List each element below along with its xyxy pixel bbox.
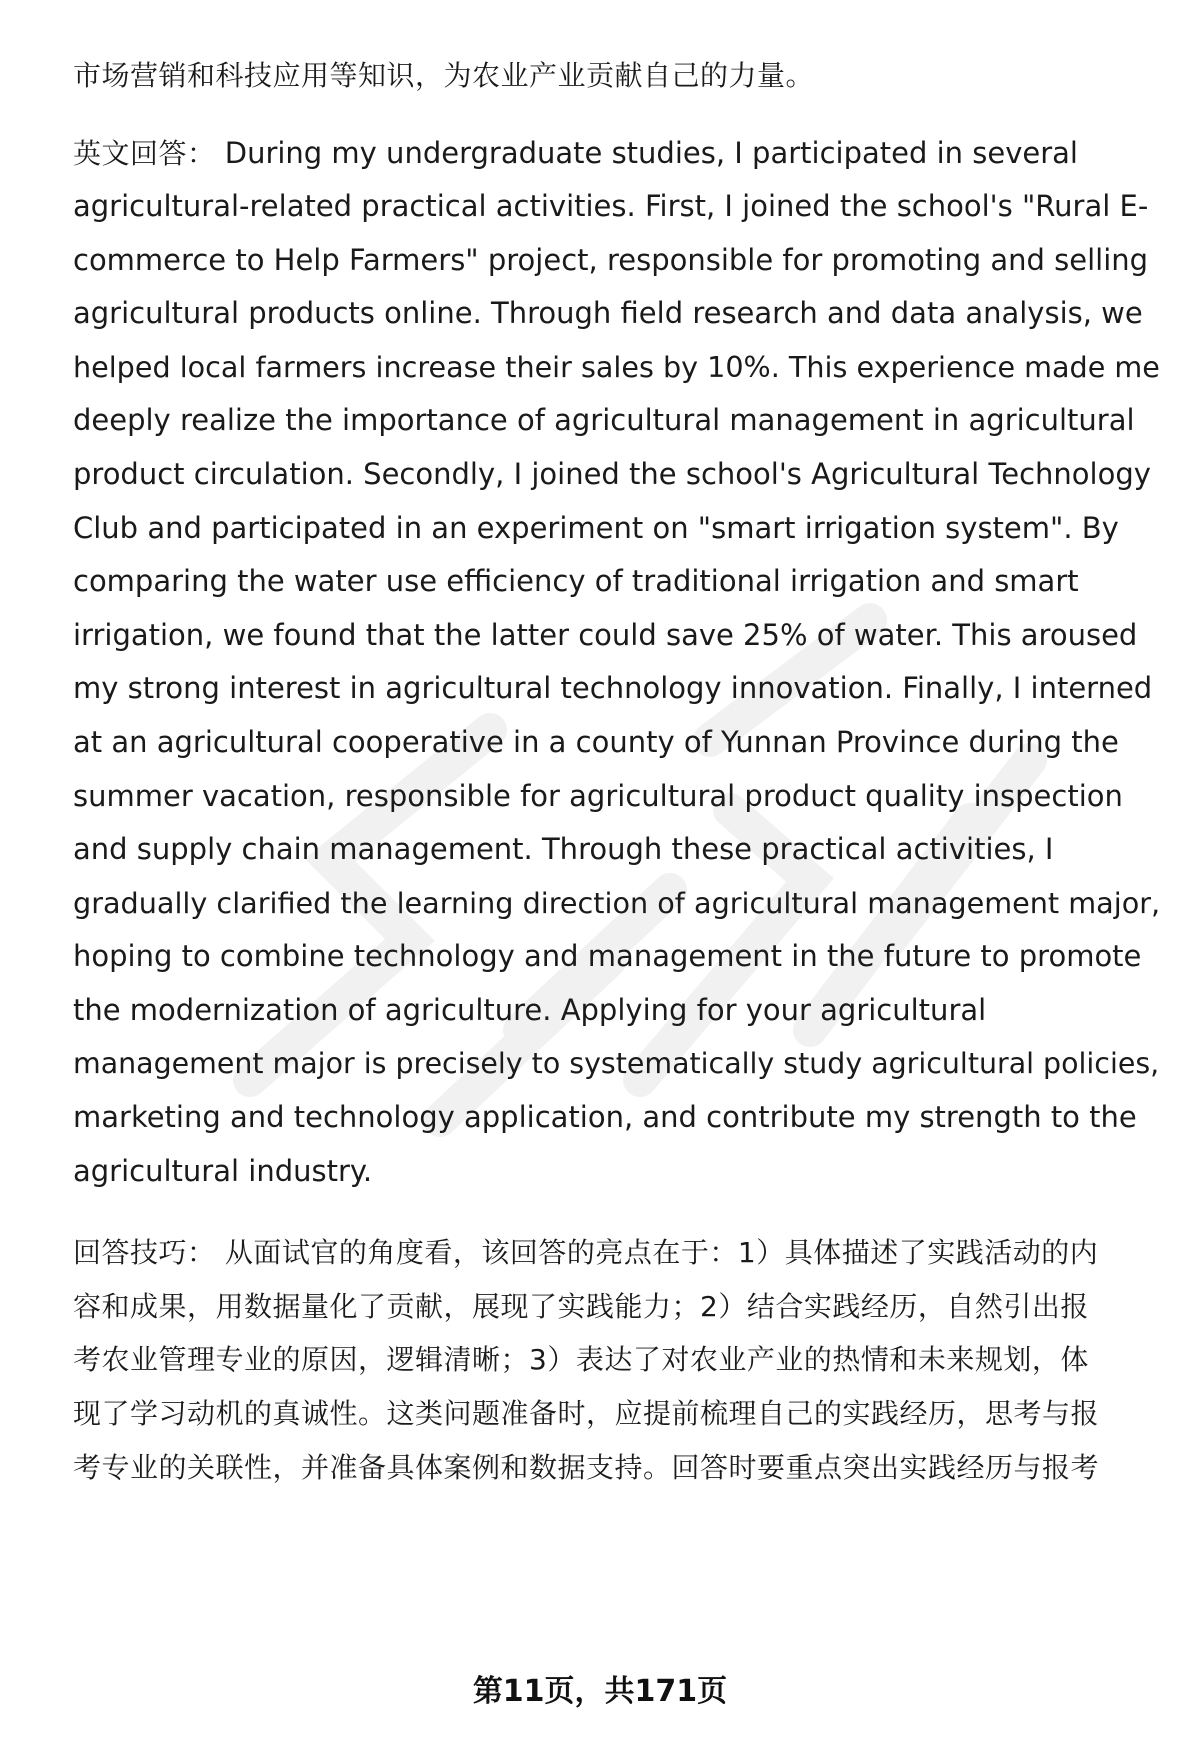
english-answer-line: helped local farmers increase their sales by 10%. This experience made me <box>73 350 1160 384</box>
english-answer-line: the modernization of agriculture. Applying for your agricultural <box>73 993 987 1027</box>
english-answer-line: agricultural products online. Through field research and data analysis, we <box>73 296 1143 330</box>
english-answer-line: commerce to Help Farmers" project, responsible for promoting and selling <box>73 243 1149 277</box>
english-answer-line: agricultural-related practical activities. First, I joined the school's "Rural E- <box>73 189 1149 223</box>
english-answer-line: gradually clarified the learning direction of agricultural management major, <box>73 886 1161 920</box>
answer-tips-line: 现了学习动机的真诚性。这类问题准备时，应提前梳理自己的实践经历，思考与报 <box>73 1397 1100 1430</box>
english-answer-line: hoping to combine technology and management in the future to promote <box>73 939 1142 973</box>
answer-tips-line-1 <box>73 1235 1098 1271</box>
carryover-line: 市场营销和科技应用等知识，为农业产业贡献自己的力量。 <box>73 59 815 92</box>
english-answer-line: comparing the water use efficiency of traditional irrigation and smart <box>73 564 1079 598</box>
english-answer-line: agricultural industry. <box>73 1154 373 1188</box>
english-answer-line: my strong interest in agricultural technology innovation. Finally, I interned <box>73 671 1153 705</box>
english-answer-text: During my undergraduate studies, I participated in several <box>224 136 1078 170</box>
english-answer-line: irrigation, we found that the latter could save 25% of water. This aroused <box>73 618 1138 652</box>
answer-tips-text: 从面试官的角度看，该回答的亮点在于：1）具体描述了实践活动的内 <box>224 1236 1099 1269</box>
answer-tips-line: 容和成果，用数据量化了贡献，展现了实践能力；2）结合实践经历，自然引出报 <box>73 1290 1089 1323</box>
english-answer-line: management major is precisely to systematically study agricultural policies, <box>73 1047 1160 1080</box>
english-answer-line: summer vacation, responsible for agricultural product quality inspection <box>73 779 1123 813</box>
english-answer-line: product circulation. Secondly, I joined the school's Agricultural Technology <box>73 457 1151 491</box>
answer-tips-line: 考农业管理专业的原因，逻辑清晰；3）表达了对农业产业的热情和未来规划，体 <box>73 1343 1089 1376</box>
english-answer-label: 英文回答： <box>73 137 216 170</box>
english-answer-line-1 <box>73 135 1078 172</box>
english-answer-line: deeply realize the importance of agricultural management in agricultural <box>73 403 1135 437</box>
english-answer-line: Club and participated in an experiment on "smart irrigation system". By <box>73 511 1119 545</box>
english-answer-line: and supply chain management. Through these practical activities, I <box>73 832 1054 866</box>
page-number: 第11页，共171页 <box>472 1674 728 1709</box>
answer-tips-line: 考专业的关联性，并准备具体案例和数据支持。回答时要重点突出实践经历与报考 <box>73 1451 1100 1484</box>
english-answer-line: at an agricultural cooperative in a county of Yunnan Province during the <box>73 725 1119 759</box>
answer-tips-label: 回答技巧： <box>73 1236 216 1269</box>
english-answer-line: marketing and technology application, and contribute my strength to the <box>73 1100 1137 1134</box>
